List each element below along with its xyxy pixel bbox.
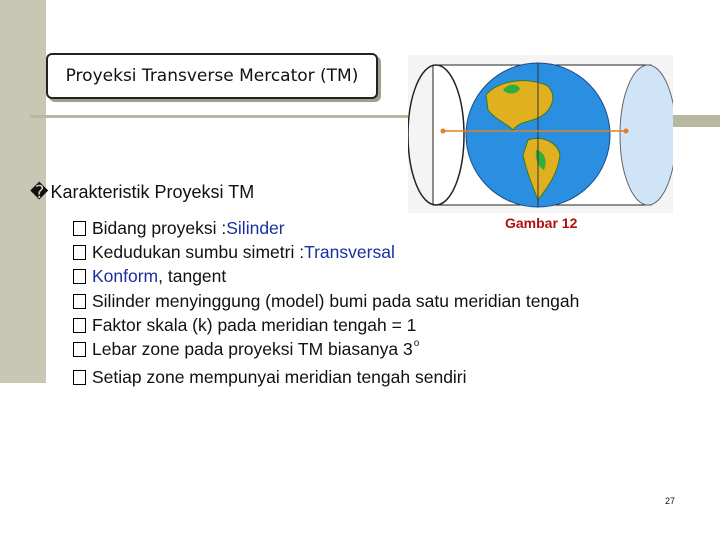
- list-item: Lebar zone pada proyeksi TM biasanya 3 o: [73, 337, 579, 365]
- globe-cylinder-figure: [408, 55, 673, 213]
- section-heading: [30, 182, 254, 203]
- page-number: 27: [665, 496, 676, 506]
- list-item: Bidang proyeksi : Silinder: [73, 216, 579, 240]
- figure-caption: Gambar 12: [505, 215, 578, 231]
- bullet-box-icon: [73, 342, 86, 357]
- degree-superscript: o: [413, 338, 420, 350]
- title-box: [46, 53, 378, 99]
- list-item: Silinder menyinggung (model) bumi pada satu meridian tengah: [73, 289, 579, 313]
- section-heading-text: Karakteristik Proyeksi TM: [50, 182, 255, 202]
- bullet-box-icon: [73, 269, 86, 284]
- bullet-box-icon: [73, 370, 86, 385]
- title-rule-right: [670, 115, 720, 127]
- list-item: Setiap zone mempunyai meridian tengah sendiri: [73, 365, 579, 389]
- bullet-box-icon: [73, 221, 86, 236]
- list-item: Kedudukan sumbu simetri : Transversal: [73, 240, 579, 264]
- characteristics-list: [73, 216, 579, 389]
- bullet-box-icon: [73, 245, 86, 260]
- bullet-box-icon: [73, 318, 86, 333]
- bullet-box-icon: [73, 294, 86, 309]
- list-item: Konform , tangent: [73, 264, 579, 288]
- section-marker: �: [30, 182, 49, 202]
- list-item: Faktor skala (k) pada meridian tengah = 1: [73, 313, 579, 337]
- title-rule: [30, 115, 410, 118]
- slide-title: Proyeksi Transverse Mercator (TM): [65, 66, 359, 86]
